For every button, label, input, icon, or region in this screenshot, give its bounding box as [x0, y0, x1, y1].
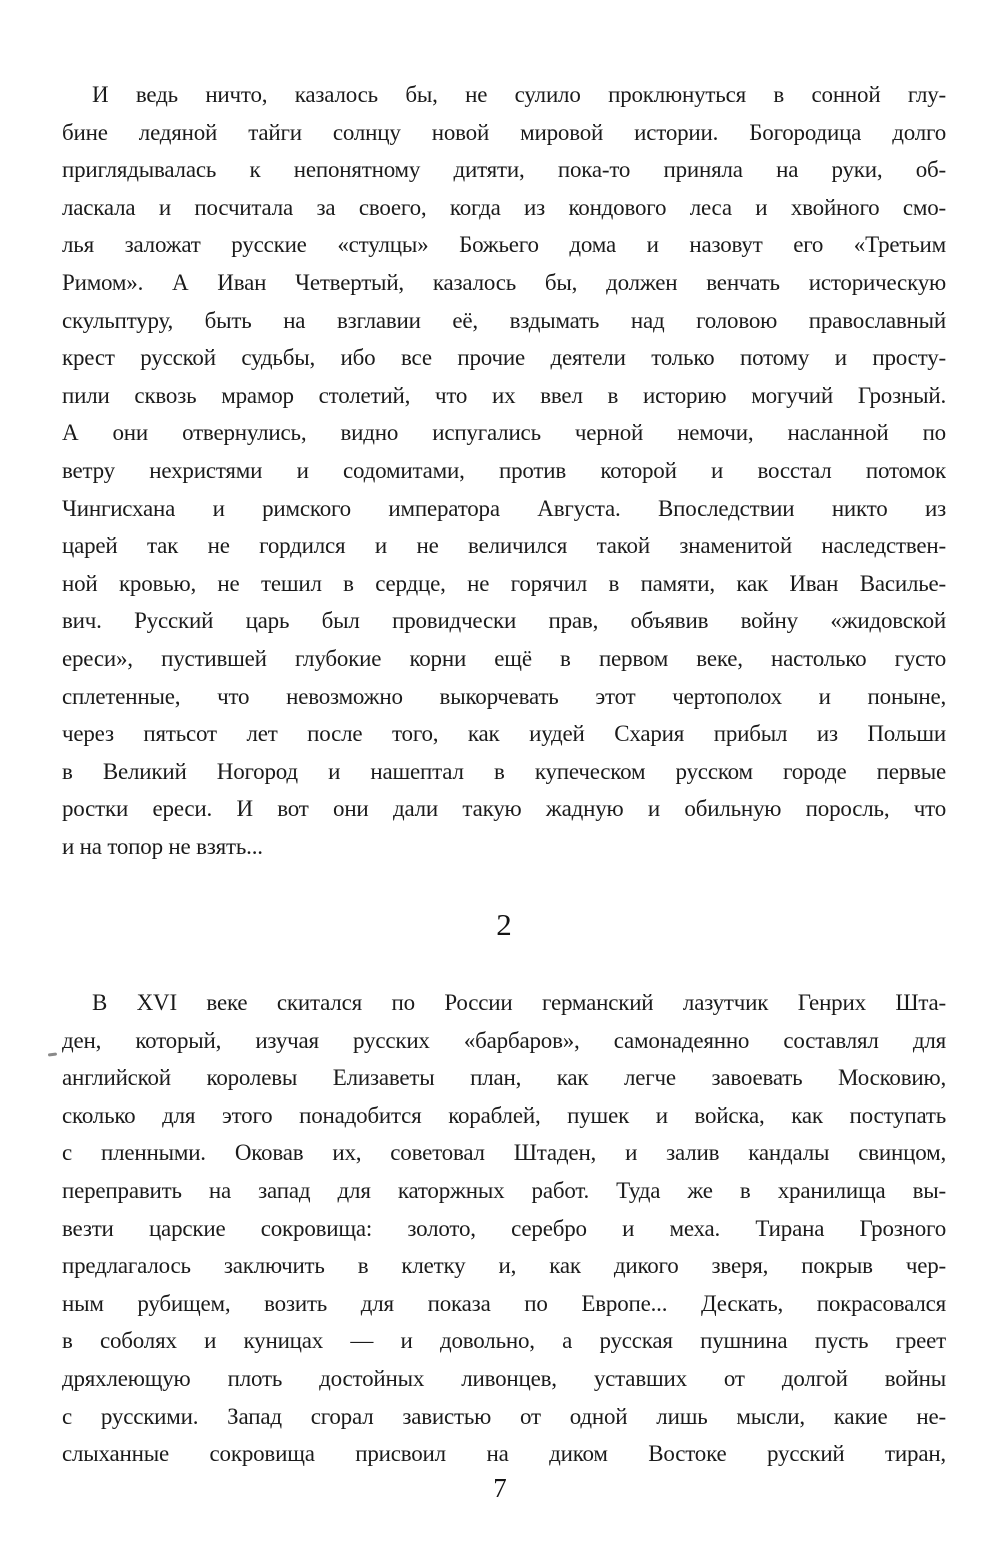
text-line: дряхлеющую плоть достойных ливонцев, уставших от долгой войны: [62, 1365, 946, 1391]
text-line: в соболях и куницах — и довольно, а русская пушнина пусть греет: [62, 1328, 946, 1354]
text-line: ден, который, изучая русских «барбаров», самонадеянно составлял для: [62, 1027, 946, 1053]
text-line: скульптуру, быть на взглавии её, вздымать над головою православный: [62, 307, 946, 333]
text-line: переправить на запад для каторжных работ. Туда же в хранилища вы-: [62, 1177, 946, 1203]
text-line: лья заложат русские «стулцы» Божьего дома и назовут его «Третьим: [62, 232, 946, 258]
text-line: через пятьсот лет после того, как иудей Схария прибыл из Польши: [62, 721, 946, 747]
text-line: ласкала и посчитала за своего, когда из кондового леса и хвойного смо-: [62, 194, 946, 220]
paragraph-1: [62, 76, 946, 865]
text-line: ным рубищем, возить для показа по Европе... Дескать, покрасовался: [62, 1290, 946, 1316]
text-line: и на топор не взять...: [62, 833, 263, 859]
text-line: В XVI веке скитался по России германский лазутчик Генрих Шта-: [92, 990, 946, 1015]
text-line: везти царские сокровища: золото, серебро и меха. Тирана Грозного: [62, 1215, 946, 1241]
text-line: пили сквозь мрамор столетий, что их ввел в историю могучий Грозный.: [62, 382, 946, 408]
text-line: Чингисхана и римского императора Августа. Впоследствии никто из: [62, 495, 946, 521]
page-number: 7: [493, 1473, 507, 1503]
text-line: сколько для этого понадобится кораблей, пушек и войска, как поступать: [62, 1102, 946, 1128]
scan-speck-artifact: [48, 1052, 57, 1056]
text-line: предлагалось заключить в клетку и, как дикого зверя, покрыв чер-: [62, 1253, 946, 1279]
text-line: ростки ереси. И вот они дали такую жадную и обильную поросль, что: [62, 796, 946, 822]
text-line: ветру нехристями и содомитами, против которой и восстал потомок: [62, 457, 946, 483]
text-line: Римом». А Иван Четвертый, казалось бы, должен венчать историческую: [62, 269, 946, 295]
text-line: приглядывалась к непонятному дитяти, пока-то приняла на руки, об-: [62, 157, 946, 183]
paragraph-2: [62, 984, 946, 1473]
text-line: слыханные сокровища присвоил на диком Востоке русский тиран,: [62, 1441, 946, 1467]
text-line: А они отвернулись, видно испугались черной немочи, насланной по: [62, 420, 946, 446]
text-line: вич. Русский царь был провидчески прав, объявив войну «жидовской: [62, 608, 946, 634]
text-line: крест русской судьбы, ибо все прочие деятели только потому и просту-: [62, 345, 946, 371]
text-line: ной кровью, не тешил в сердце, не горячил в памяти, как Иван Василье-: [62, 570, 946, 596]
text-line: И ведь ничто, казалось бы, не сулило проклюнуться в сонной глу-: [92, 82, 946, 107]
text-line: ереси», пустившей глубокие корни ещё в первом веке, настолько густо: [62, 645, 946, 671]
text-line: сплетенные, что невозможно выкорчевать этот чертополох и поныне,: [62, 683, 946, 709]
text-line: английской королевы Елизаветы план, как легче завоевать Московию,: [62, 1065, 946, 1091]
text-line: с пленными. Оковав их, советовал Штаден, и залив кандалы свинцом,: [62, 1140, 946, 1166]
section-number-heading: 2: [496, 907, 512, 942]
text-line: в Великий Ногород и нашептал в купеческом русском городе первые: [62, 758, 946, 784]
text-line: бине ледяной тайги солнцу новой мировой истории. Богородица долго: [62, 119, 946, 145]
text-line: царей так не гордился и не величился такой знаменитой наследствен-: [62, 533, 946, 559]
text-line: с русскими. Запад сгорал завистью от одной лишь мысли, какие не-: [62, 1403, 946, 1429]
